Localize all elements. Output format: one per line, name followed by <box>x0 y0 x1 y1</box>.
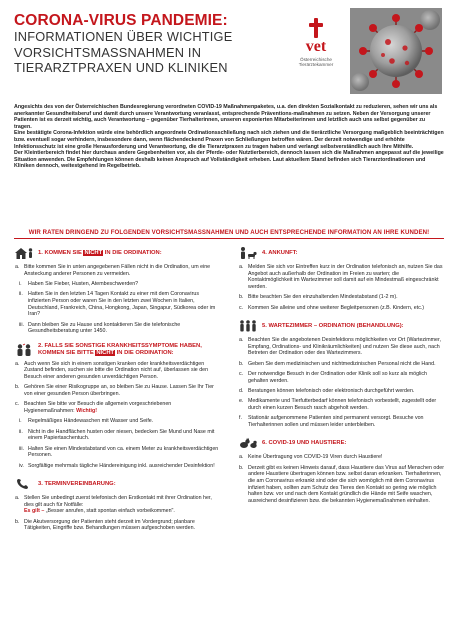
sick-person-icon <box>14 343 34 357</box>
section-2-title-a: 2. FALLS SIE SONSTIGE KRANKHEITSSYMPTOME HABEN, KOMMEN SIE BITTE <box>38 342 202 356</box>
section-4-heading <box>238 246 444 260</box>
divider <box>14 238 444 239</box>
waiting-room-icon <box>238 319 258 333</box>
section-1-title-b: IN DIE ORDINATION: <box>104 249 162 256</box>
list-item: a. Auch wenn Sie sich in einem sonstigen kranken oder krankheitsverdächtigen Zustand befinden, suchen sie bitte die Ordination nicht auf, überlassen sie den Besuch einer anderen gesunden unverdächtigen Person. <box>15 360 209 381</box>
list-item: b. Gehören Sie einer Risikogruppe an, so bleiben Sie zu Hause. Lassen Sie Ihr Tier von einer gesunden Person überbringen. <box>15 384 214 398</box>
list-item: c. Kommen Sie alleine und ohne weiterer Begleitpersonen (z.B. Kindern, etc.) <box>239 304 425 311</box>
section-1-heading <box>14 246 222 260</box>
list-item: a. Stellen Sie unbedingt zuerst telefonisch den Erstkontakt mit ihrer Ordination her, dies gilt auch für Notfälle: Es gilt – „Besser anrufen, statt spontan einfach vorbeikommen". <box>15 495 212 515</box>
phone-icon <box>14 477 34 491</box>
right-column <box>238 246 444 508</box>
list-item: b. Bitte beachten Sie den einzuhaltenden Mindestabstand (1-2 m). <box>239 294 398 301</box>
list-item: b. Geben Sie dem medizinischen und nichtmedizinischen Personal nicht die Hand. <box>239 360 436 367</box>
logo-subtitle-1: Österreichische <box>300 57 332 62</box>
cross-icon <box>307 18 325 38</box>
list-item: i. Regelmäßiges Händewaschen mit Wasser und Seife. <box>19 418 154 425</box>
section-2-heading <box>14 343 222 357</box>
section-2-title-b: IN DIE ORDINATION: <box>116 349 174 356</box>
person-with-dog-icon <box>238 246 258 260</box>
list-item: ii. Hatten Sie in den letzten 14 Tagen Kontakt zu einer mit dem Coronavirus infizierten Person oder waren Sie in den letzten zwei Wochen in Italien, Deutschland, Frankreich, China, Hongkong, Japan, Singapur, Südkorea oder im Iran? <box>19 291 216 318</box>
title-line-1: CORONA-VIRUS PANDEMIE: <box>14 12 228 29</box>
list-item: a. Bitte kommen Sie in unten angegebenen Fällen nicht in die Ordination, um eine Ansteckung anderer Personen zu vermeiden. <box>15 264 211 277</box>
list-item: a. Beachten Sie die angebotenen Desinfektions möglichkeiten vor Ort (Wartezimmer, Empfang, Ordinations- und Klinikräumlichkeiten) und nutzen Sie diese auch, nach Betreten der Ordination oder des Wartezimmers. <box>239 337 441 357</box>
intro-paragraph: Angesichts des von der Österreichischen Bundesregierung verordneten COVID-19 Maßnahmenpaketes, u.a. den direkten Sozialkontakt zu reduzieren, sehen wir uns als anerkannter Gesundheitsberuf und damit durch unsere Verantwortung veranlasst, entsprechende Präventions-maßnahmen zu setzen. Neben der Versorgung unserer Patienten ist es derzeit wichtig, auch Verantwortung – gegenüber Tierhalterinnen, unseren exponierten Mitarbeiterinnen und letztlich auch uns selbst gegenüber zu tragen. <box>14 104 438 130</box>
list-item: f. Stationär aufgenommene Patienten sind permanent versorgt. Besuche von Tierhalterinnen sollen und müssen leider unterbleiben. <box>239 415 424 428</box>
intro-paragraph: Der Kleintierbereich findet hier durchaus andere Gegebenheiten vor, als der Pferde- oder Nutztierbereich, dennoch lassen sich die Maßnahmen angepasst auf die jeweilige Situation anwenden. Die Empfehlungen können deshalb keinen Anspruch auf Vollständigkeit erheben. Laut aktuellem Stand befinden sich Tierarztordinationen und Kliniken dennoch, weitestgehend im Regelbetrieb. <box>14 150 444 170</box>
vet-logo <box>293 18 339 68</box>
title-line-3: VORSICHTSMASSNAHMEN IN <box>14 44 202 60</box>
logo-text: vet <box>305 38 327 55</box>
page-title <box>14 12 284 76</box>
header <box>10 6 447 94</box>
coronavirus-illustration <box>350 8 442 94</box>
virus-icon <box>350 8 442 94</box>
list-item: i. Haben Sie Fieber, Husten, Atembeschwerden? <box>19 281 139 287</box>
logo-subtitle-2: Tierärztekammer <box>298 62 334 68</box>
poster <box>10 6 447 634</box>
section-5-title: 5. WARTEZIMMER – ORDINATION (BEHANDLUNG): <box>262 322 404 329</box>
list-item: d. Beratungen können telefonisch oder elektronisch durchgeführt werden. <box>239 388 415 394</box>
left-column <box>14 246 222 536</box>
section-3-title: 3. TERMINVEREINBARUNG: <box>38 480 116 487</box>
list-item: iii. Halten Sie einen Mindestabstand von ca. einem Meter zu krankheitsverdächtigen Personen. <box>19 445 219 459</box>
list-item: b. Die Akutversorgung der Patienten steht derzeit im Vordergrund; planbare Tätigkeiten, Eingriffe bzw. Behandlungen müssen aufgeschoben werden. <box>15 518 195 532</box>
list-item: b. Derzeit gibt es keinen Hinweis darauf, dass Haustiere das Virus auf Menschen oder andere Haustiere übertragen können bzw. selbst daran erkranken. Tierhalterinnen, die am Coronavirus erkrankt sind oder die sich womöglich mit dem Coronavirus infiziert haben, sollten zum Schutz des Tieres den Kontakt so gering wie möglich halten bzw. vor und nach dem Kontakt gründlich die Hände mit Seife waschen, ausreichend desinfizieren bzw. die bekannten Hygienemaßnahmen einhalten. <box>239 464 444 505</box>
list-item: ii. Nicht in die Handflächen husten oder niesen, bedecken Sie Mund und Nase mit einem Papiertaschentuch. <box>19 428 215 442</box>
list-item: a. Keine Übertragung von COVID-19 Viren durch Haustiere! <box>239 454 383 461</box>
section-2-title-highlight: NICHT <box>96 349 115 356</box>
list-item: e. Medikamente und Tierfutterbedarf können telefonisch vorbestellt, zugestellt oder durch einen kurzen Besuch rasch abgeholt werden. <box>239 398 437 411</box>
section-4-title: 4. ANKUNFT: <box>262 249 298 256</box>
intro-text <box>14 104 444 170</box>
section-1-title-highlight: NICHT <box>84 249 103 256</box>
list-item: a. Melden Sie sich vor Eintreffen kurz in der Ordination telefonisch an, nutzen Sie das Angebot auch außerhalb der Ordination im Freien zu warten; die Kontaktmöglichkeit im Wartezimmer soll damit auf ein Mindestmaß eingeschränkt werden. <box>239 264 443 291</box>
section-5-heading <box>238 319 444 333</box>
list-item: c. Beachten Sie bitte vor Besuch die allgemein vorgeschriebenen Hygienemaßnahmen: Wichtig! <box>15 401 172 415</box>
section-3-heading <box>14 477 222 491</box>
pets-icon <box>238 436 258 450</box>
title-line-4: TIERARZTPRAXEN UND KLINIKEN <box>14 60 228 75</box>
section-1-title-a: 1. KOMMEN SIE <box>38 249 82 256</box>
list-item: iii. Dann bleiben Sie zu Hause und kontaktieren Sie die telefonische Gesundheitsberatung unter 1450. <box>19 321 181 335</box>
callout-heading: WIR RATEN DRINGEND ZU FOLGENDEN VORSICHTSMASSNAHMEN UND AUCH ENTSPRECHENDE INFORMATION AN IHRE KUNDEN! <box>28 229 430 236</box>
title-line-2: INFORMATIONEN ÜBER WICHTIGE <box>14 29 233 44</box>
house-person-icon <box>14 246 34 260</box>
list-item: c. Der notwendige Besuch in der Ordination oder Klinik soll so kurz als möglich gehalten werden. <box>239 371 428 384</box>
list-item: iv. Sorgfältige mehrmals tägliche Händereinigung inkl. ausreichender Desinfektion! <box>19 462 215 469</box>
intro-paragraph: Eine bestätigte Corona-Infektion würde eine behördlich angeordnete Ordinationsschließung nach sich ziehen und die tierärztliche Versorgung maßgeblich beeinträchtigen bzw. eventuell sogar verhindern, insbesondere dann, wenn flächendeckend Praxen von Schließungen betroffen wären. Der derzeit notwendige und erhöhte Infektionsschutz ist eine große Herausforderung und Verantwortung, die die Tierarztpraxen zu tragen haben und verlangt selbstverständlich auch Ihre Mithilfe. <box>14 130 444 150</box>
section-6-heading <box>238 436 444 450</box>
section-6-title: 6. COVID-19 UND HAUSTIERE: <box>262 439 347 446</box>
